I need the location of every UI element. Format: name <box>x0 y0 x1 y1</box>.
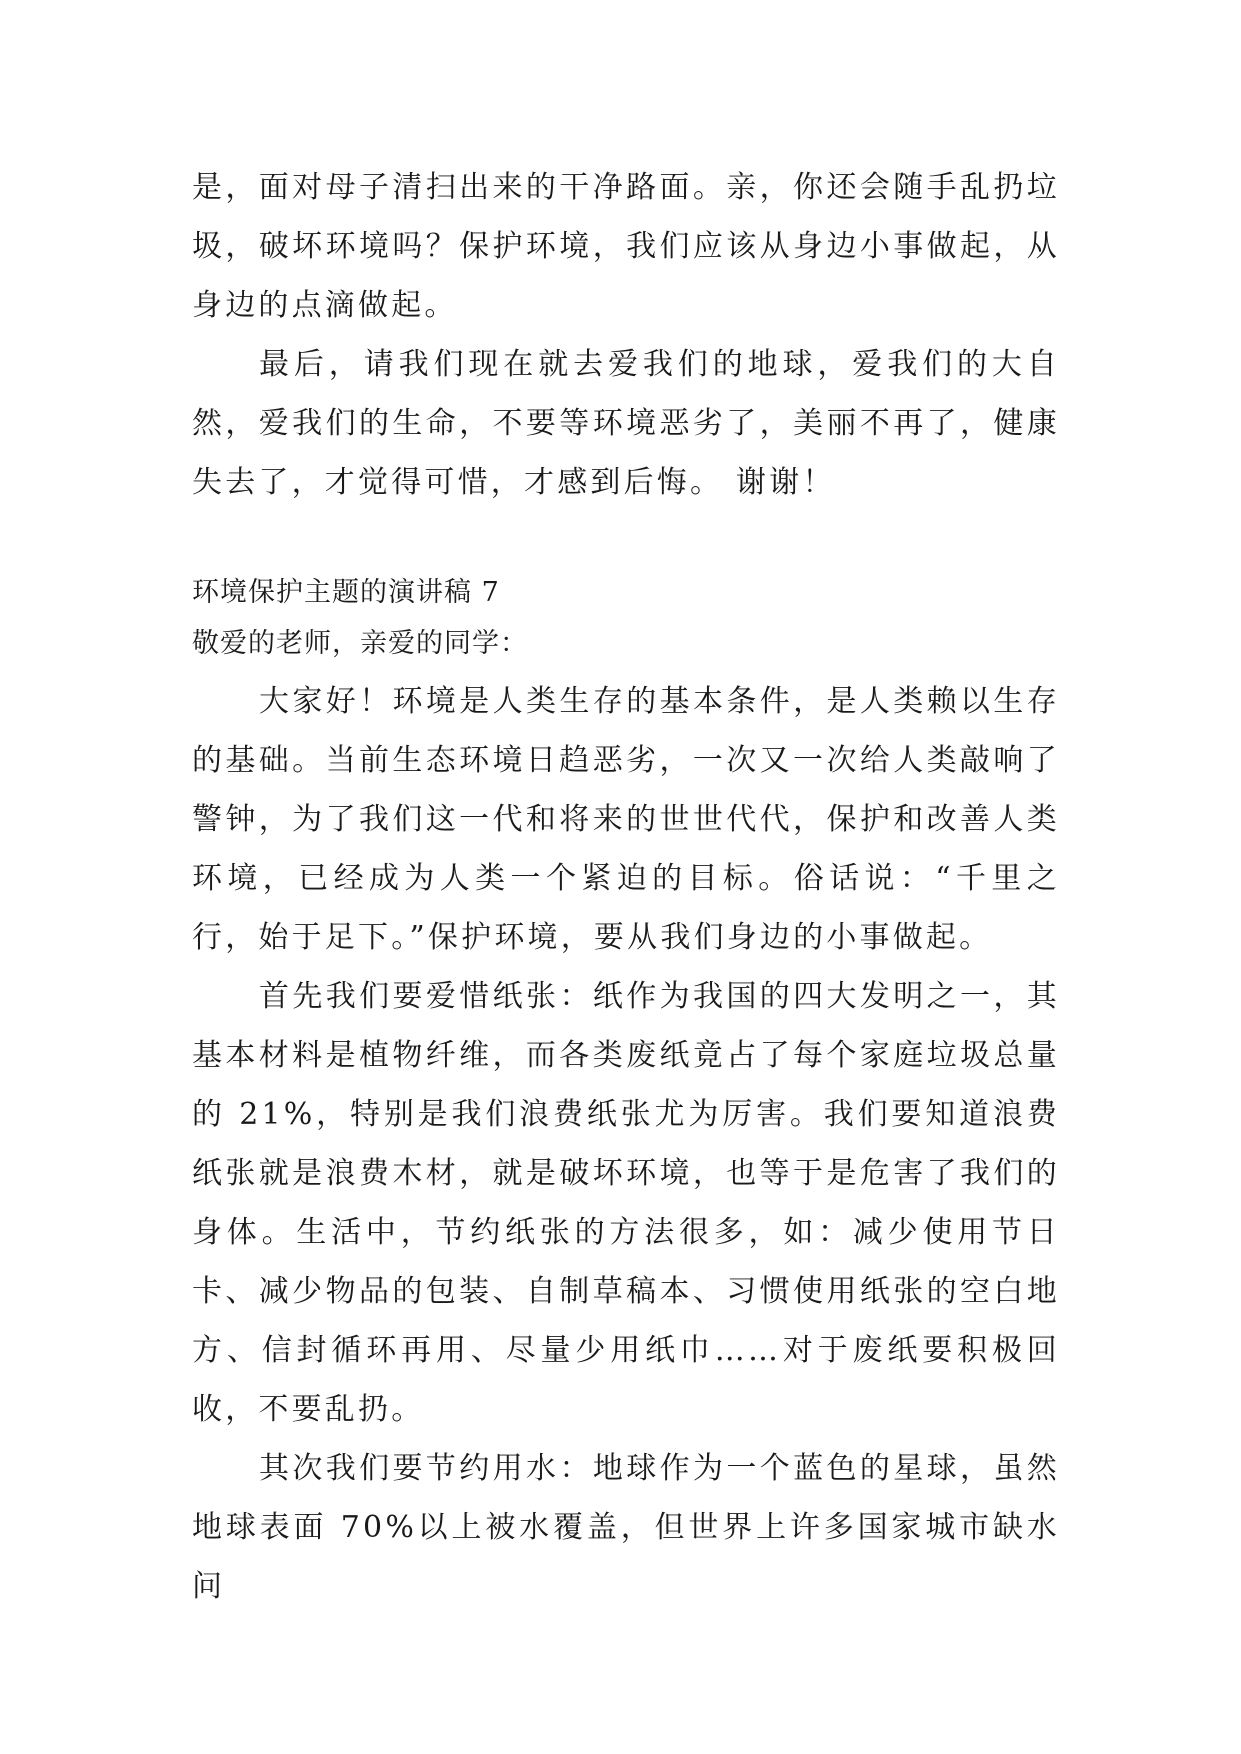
paragraph-continuation: 是，面对母子清扫出来的干净路面。亲，你还会随手乱扔垃圾，破坏环境吗？保护环境，我们应该从身边小事做起，从身边的点滴做起。 <box>192 170 1060 323</box>
paragraph-paper: 首先我们要爱惜纸张：纸作为我国的四大发明之一，其基本材料是植物纤维，而各类废纸竟占了每个家庭垃圾总量的 21%，特别是我们浪费纸张尤为厉害。我们要知道浪费纸张就是浪费木材，就是破坏环境，也等于是危害了我们的身体。生活中，节约纸张的方法很多，如：减少使用节日卡、减少物品的包装、自制草稿本、习惯使用纸张的空白地方、信封循环再用、尽量少用纸巾……对于废纸要积极回收，不要乱扔。 <box>192 979 1060 1427</box>
section-title: 环境保护主题的演讲稿 7 <box>192 577 500 608</box>
document-page <box>192 158 1060 1616</box>
paragraph-closing: 最后，请我们现在就去爱我们的地球，爱我们的大自然，爱我们的生命，不要等环境恶劣了，美丽不再了，健康失去了，才觉得可惜，才感到后悔。 谢谢！ <box>192 347 1060 500</box>
paragraph-intro: 大家好！环境是人类生存的基本条件，是人类赖以生存的基础。当前生态环境日趋恶劣，一次又一次给人类敲响了警钟，为了我们这一代和将来的世世代代，保护和改善人类环境，已经成为人类一个紧迫的目标。俗话说：“千里之行，始于足下。”保护环境，要从我们身边的小事做起。 <box>192 684 1060 955</box>
paragraph-water: 其次我们要节约用水：地球作为一个蓝色的星球，虽然地球表面 70%以上被水覆盖，但世界上许多国家城市缺水问 <box>192 1451 1060 1604</box>
salutation: 敬爱的老师，亲爱的同学： <box>192 628 528 659</box>
